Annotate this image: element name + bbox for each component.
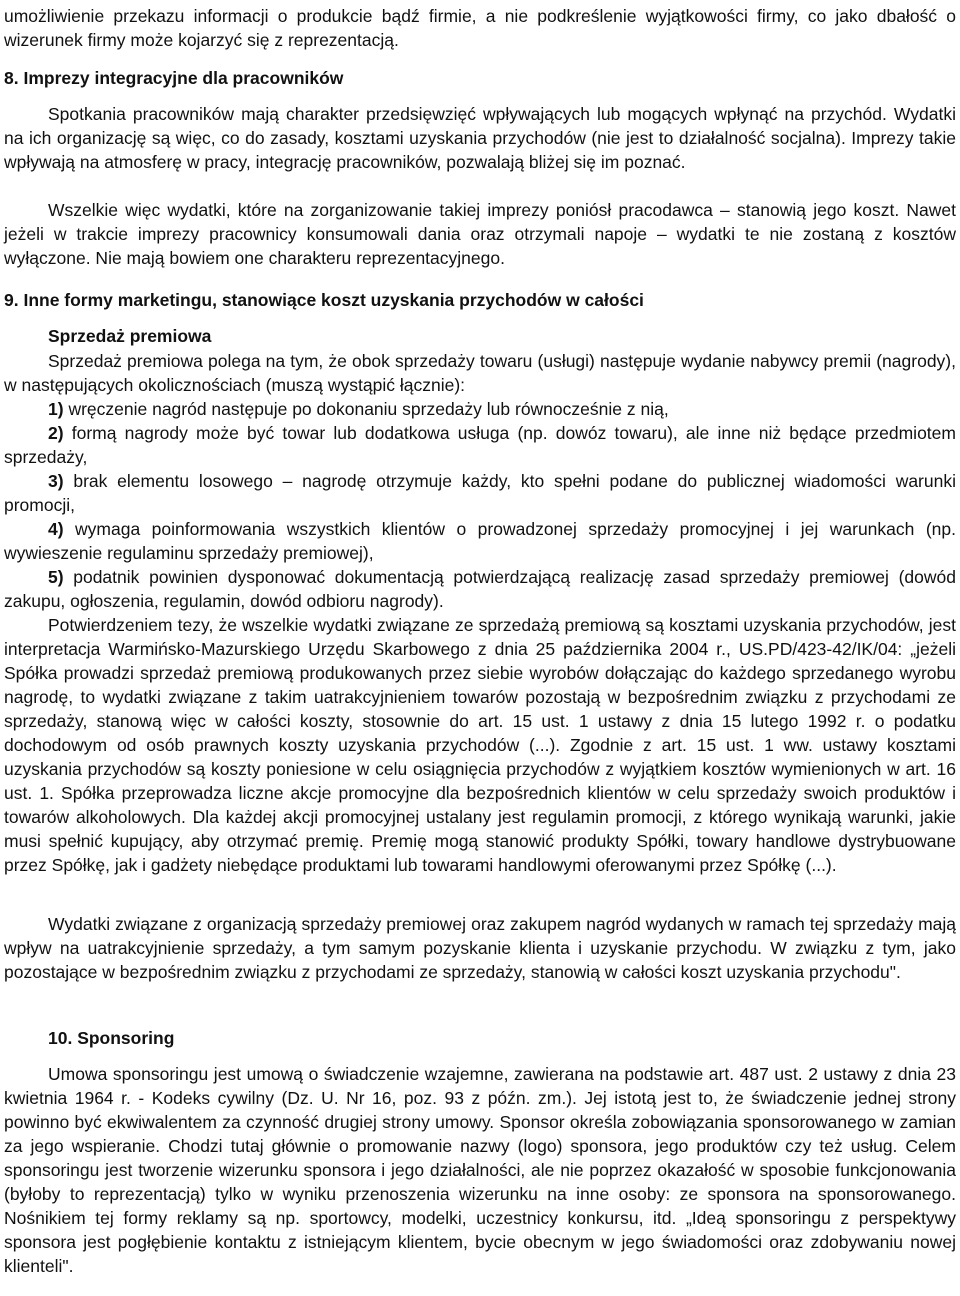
list-item-text: podatnik powinien dysponować dokumentacją potwierdzającą realizację zasad sprzedaży premiowej (dowód zakupu, ogłoszenia, regulamin, dowód odbioru nagrody). <box>4 567 956 611</box>
section-10-paragraph: Umowa sponsoringu jest umową o świadczenie wzajemne, zawierana na podstawie art. 487 ust. 2 ustawy z dnia 23 kwietnia 1964 r. - Kodeks cywilny (Dz. U. Nr 16, poz. 93 z późn. zm.). Jej istotą jest to, że świadczenie jednej strony powinno być ekwiwalentem za czynność drugiej strony umowy. Sponsor określa zobowiązania sponsorowanego w zamian za jego wspieranie. Chodzi tutaj głównie o promowanie nazwy (logo) sponsora, jego produktów czy też usług. Celem sponsoringu jest tworzenie wizerunku sponsora i jego działalności, ale nie poprzez okazałość w sposobie funkcjonowania (byłoby to reprezentacją) tylko w wyniku przenoszenia wizerunku na inne osoby: ze sponsora na sponsorowanego. Nośnikiem tej formy reklamy są np. sportowcy, modelki, uczestnicy konkursu, itd. „Ideą sponsoringu z perspektywy sponsora jest pogłębienie kontaktu z istniejącym klientem, bycie obecnym w jego świadomości oraz zdobywaniu nowej klienteli". <box>4 1064 956 1276</box>
section-8-paragraph-2: Wszelkie więc wydatki, które na zorganizowanie takiej imprezy poniósł pracodawca – stanowią jego koszt. Nawet jeżeli w trakcie imprezy pracownicy konsumowali dania oraz otrzymali napoje – wydatki te nie zostaną z kosztów wyłączone. Nie mają bowiem one charakteru reprezentacyjnego. <box>4 200 956 268</box>
list-item-number: 5) <box>48 567 64 587</box>
intro-paragraph: umożliwienie przekazu informacji o produkcie bądź firmie, a nie podkreślenie wyjątkowości firmy, co jako dbałość o wizerunek firmy może kojarzyć się z reprezentacją. <box>4 6 956 50</box>
list-item-number: 2) <box>48 423 64 443</box>
section-8-paragraph-1: Spotkania pracowników mają charakter przedsięwzięć wpływających lub mogących wpłynąć na przychód. Wydatki na ich organizację są więc, co do zasady, kosztami uzyskania przychodów (nie jest to działalność socjalna). Imprezy takie wpływają na atmosferę w pracy, integrację pracowników, pozwalają bliżej się im poznać. <box>4 104 956 172</box>
section-8-heading: 8. Imprezy integracyjne dla pracowników <box>4 68 344 88</box>
list-item-text: brak elementu losowego – nagrodę otrzymuje każdy, kto spełni podane do publicznej wiadomości warunki promocji, <box>4 471 956 515</box>
list-item-text: formą nagrody może być towar lub dodatkowa usługa (np. dowóz towaru), ale inne niż będące przedmiotem sprzedaży, <box>4 423 956 467</box>
section-10-heading: 10. Sponsoring <box>48 1028 175 1048</box>
section-9-paragraph-2: Wydatki związane z organizacją sprzedaży premiowej oraz zakupem nagród wydanych w ramach tej sprzedaży mają wpływ na uatrakcyjnienie sprzedaży, a tym samym pozyskanie klienta i uzyskanie przychodu. W związku z tym, jako pozostające w bezpośrednim związku z przychodami ze sprzedaży, stanowią w całości koszt uzyskania przychodu". <box>4 914 956 982</box>
list-item-text: wręczenie nagród następuje po dokonaniu sprzedaży lub równocześnie z nią, <box>68 399 669 419</box>
list-item-number: 3) <box>48 471 64 491</box>
section-9-paragraph-1: Potwierdzeniem tezy, że wszelkie wydatki związane ze sprzedażą premiową są kosztami uzyskania przychodów, jest interpretacja Warmińsko-Mazurskiego Urzędu Skarbowego z dnia 25 października 2004 r., US.PD/423-42/IK/04: „jeżeli Spółka prowadzi sprzedaż premiową produkowanych przez siebie wyrobów dołączając do każdego sprzedanego wyrobu nagrodę, to wydatki związane z takim uatrakcyjnieniem towarów pozostają w bezpośrednim związku z przychodami ze sprzedaży, stanową więc w całości koszty, stosownie do art. 15 ust. 1 ustawy z dnia 15 lutego 1992 r. o podatku dochodowym od osób prawnych koszty uzyskania przychodów (...). Zgodnie z art. 15 ust. 1 ww. ustawy kosztami uzyskania przychodów są koszty poniesione w celu osiągnięcia przychodów z wyjątkiem kosztów wymienionych w art. 16 ust. 1. Spółka przeprowadza liczne akcje promocyjne dla bezpośrednich klientów w celu sprzedaży swoich produktów i towarów alkoholowych. Dla każdej akcji promocyjnej ustalany jest regulamin promocji, z którego wynikają warunki, jakie musi spełnić kupujący, aby otrzymać premię. Premię mogą stanowić produkty Spółki, towary handlowe dystrybuowane przez Spółkę, jak i gadżety niebędące produktami lub towarami handlowymi oferowanymi przez Spółkę (...). <box>4 615 956 875</box>
list-item <box>4 517 956 565</box>
list-item <box>4 565 956 613</box>
section-9-lead: Sprzedaż premiowa polega na tym, że obok sprzedaży towaru (usługi) następuje wydanie nabywcy premii (nagrody), w następujących okolicznościach (muszą wystąpić łącznie): <box>4 351 956 395</box>
list-item <box>4 397 956 421</box>
list-item-text: wymaga poinformowania wszystkich klientów o prowadzonej sprzedaży promocyjnej i jej warunkach (np. wywieszenie regulaminu sprzedaży premiowej), <box>4 519 957 563</box>
list-item-number: 1) <box>48 399 64 419</box>
list-item <box>4 469 956 517</box>
list-item-number: 4) <box>48 519 64 539</box>
list-item <box>4 421 956 469</box>
section-9-heading: 9. Inne formy marketingu, stanowiące koszt uzyskania przychodów w całości <box>4 290 644 310</box>
section-9-subheading: Sprzedaż premiowa <box>48 326 212 346</box>
